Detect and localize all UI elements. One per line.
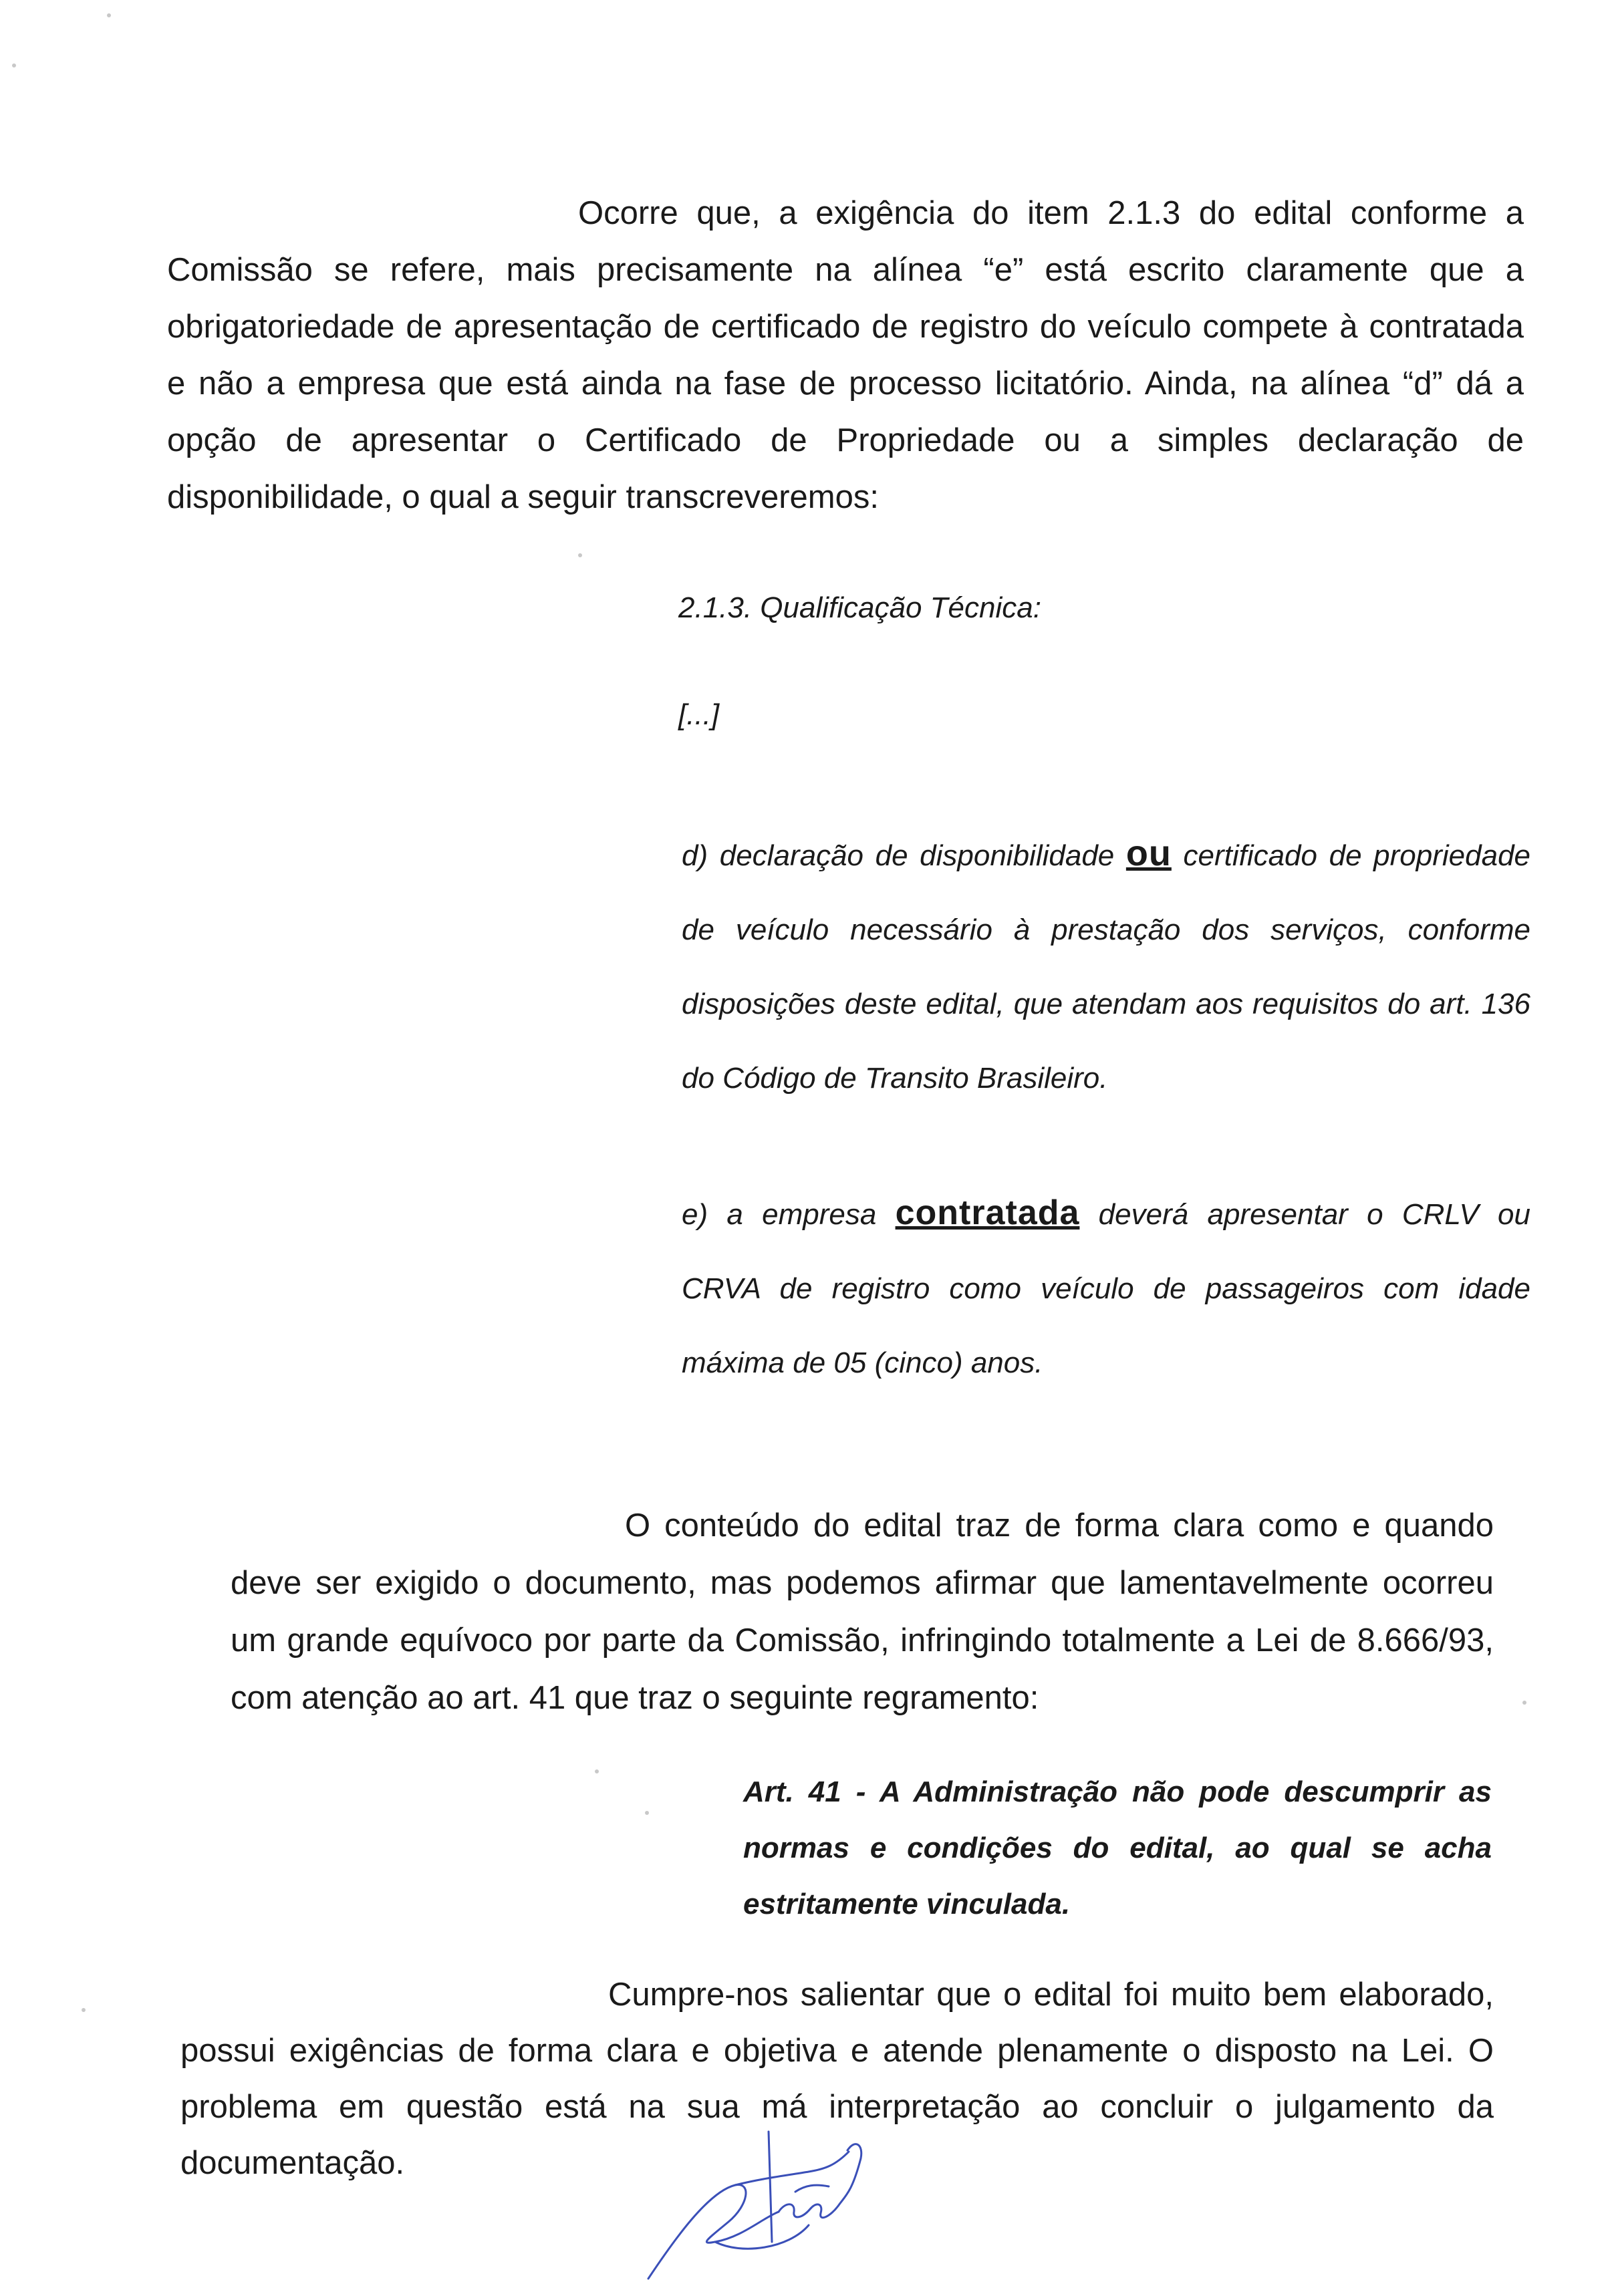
scan-speck — [1522, 1701, 1526, 1705]
signature-icon — [635, 2112, 876, 2285]
scan-speck — [107, 13, 111, 17]
art41-quote: Art. 41 - A Administração não pode descumprir as normas e condições do edital, ao qual se acha estritamente vinculada. — [743, 1775, 1492, 1920]
citation-item-d — [682, 817, 1530, 1115]
scan-speck — [82, 2008, 86, 2012]
item-d-text-after: certificado de propriedade de veículo necessário à prestação dos serviços, conforme disposições deste edital, que atendam aos requisitos do art. 136 do Código de Transito Brasileiro. — [682, 839, 1531, 1095]
item-d-emphasis: ou — [1125, 833, 1172, 873]
paragraph-2: O conteúdo do edital traz de forma clara como e quando deve ser exigido o documento, mas podemos afirmar que lamentavelmente ocorreu um grande equívoco por parte da Comissão, infringindo totalmente a Lei de 8.666/93, com atenção ao art. 41 que traz o seguinte regramento: — [231, 1508, 1494, 1716]
item-e-emphasis: contratada — [895, 1193, 1080, 1232]
item-d-text-before: d) declaração de disponibilidade — [682, 839, 1126, 872]
paragraph-3: Cumpre-nos salientar que o edital foi muito bem elaborado, possui exigências de forma clara e objetiva e atende plenamente o disposto na Lei. O problema em questão está na sua má interpretação ao concluir o julgamento da documentação. — [180, 1977, 1494, 2181]
item-e-text-after: deverá apresentar o CRLV ou CRVA de registro como veículo de passageiros com idade máxima de 05 (cinco) anos. — [682, 1198, 1530, 1379]
scan-speck — [578, 553, 582, 557]
citation-item-e — [682, 1176, 1530, 1400]
paragraph-1: Ocorre que, a exigência do item 2.1.3 do edital conforme a Comissão se refere, mais precisamente na alínea “e” está escrito claramente que a obrigatoriedade de apresentação de certificado de registro do veículo compete à contratada e não a empresa que está ainda na fase de processo licitatório. Ainda, na alínea “d” dá a opção de apresentar o Certificado de Propriedade ou a simples declaração de disponibilidade, o qual a seguir transcreveremos: — [167, 195, 1524, 515]
scan-speck — [595, 1769, 599, 1773]
citation-heading: 2.1.3. Qualificação Técnica: — [678, 591, 1041, 624]
scan-speck — [645, 1811, 649, 1815]
scan-speck — [12, 63, 16, 67]
citation-ellipsis: [...] — [678, 698, 720, 731]
item-e-text-before: e) a empresa — [682, 1198, 896, 1231]
